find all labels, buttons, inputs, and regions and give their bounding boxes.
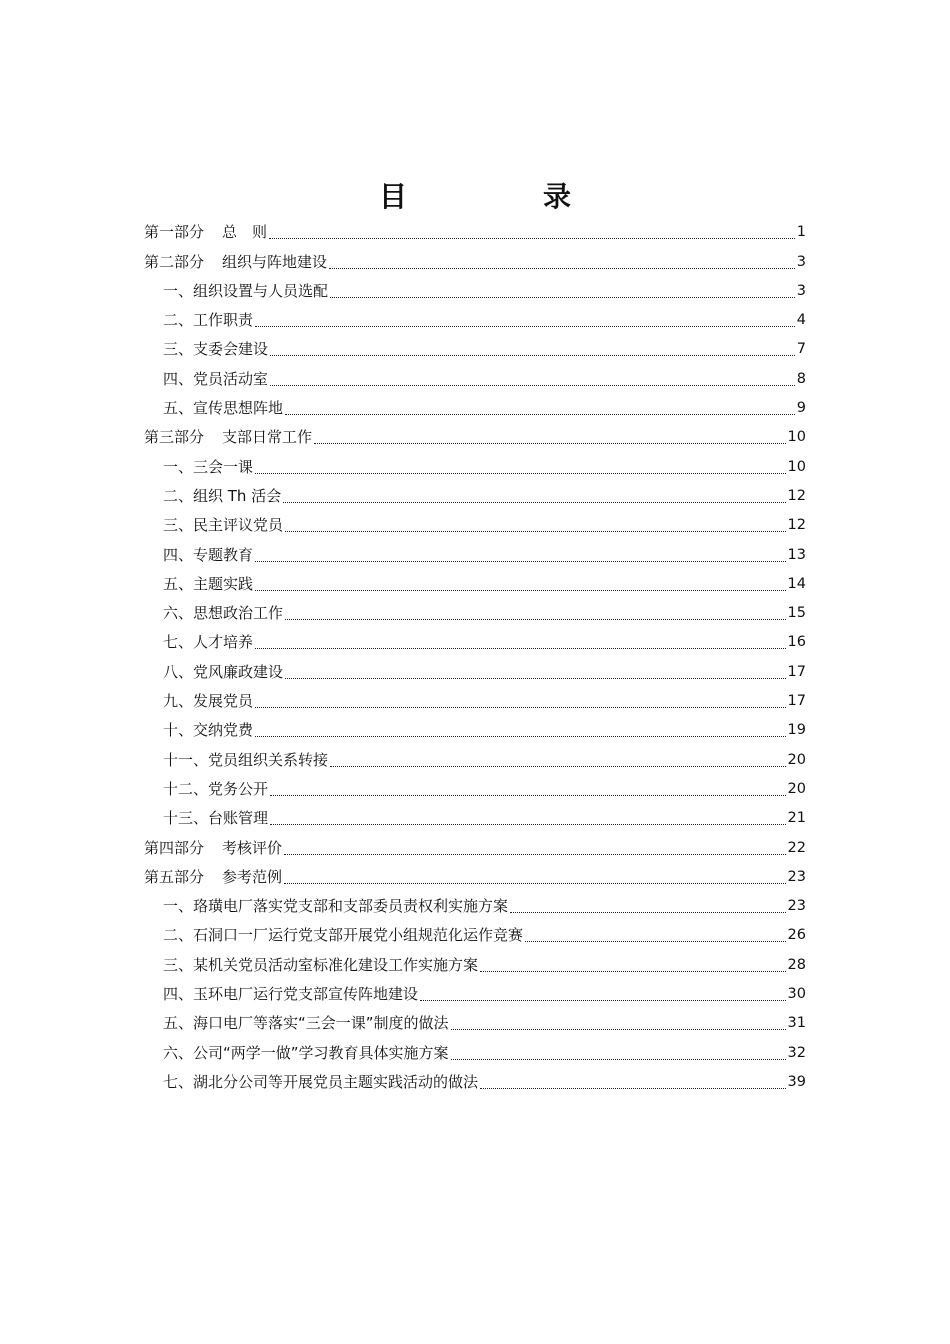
entry-page-number: 30 xyxy=(787,986,806,1003)
entry-label xyxy=(163,541,253,570)
entry-label xyxy=(144,863,282,892)
entry-label xyxy=(163,658,283,687)
entry-label xyxy=(163,306,253,335)
entry-page-number: 1 xyxy=(796,224,806,241)
toc-section-entry[interactable] xyxy=(144,950,806,979)
dot-leader xyxy=(285,618,786,620)
entry-page-number: 21 xyxy=(787,810,806,827)
dot-leader xyxy=(314,442,786,444)
entry-label xyxy=(163,1009,449,1038)
entry-title: 组织与阵地建设 xyxy=(222,252,328,271)
entry-label xyxy=(163,394,283,423)
entry-label xyxy=(144,423,312,452)
entry-page-number: 13 xyxy=(787,546,806,563)
entry-page-number: 3 xyxy=(796,253,806,270)
entry-label xyxy=(163,951,478,980)
entry-title: 二、石洞口一厂运行党支部开展党小组规范化运作竞赛 xyxy=(163,926,524,945)
dot-leader xyxy=(255,472,786,474)
entry-title: 一、三会一课 xyxy=(163,457,254,476)
dot-leader xyxy=(270,384,795,386)
entry-label xyxy=(163,1039,449,1068)
toc-section-entry[interactable] xyxy=(144,745,806,774)
toc-part-entry[interactable] xyxy=(144,247,806,276)
toc-section-entry[interactable] xyxy=(144,657,806,686)
dot-leader xyxy=(451,1028,786,1030)
entry-part-number: 第五部分 xyxy=(144,867,205,886)
entry-title: 二、组织 Th 活会 xyxy=(163,486,282,505)
entry-title: 四、党员活动室 xyxy=(163,369,269,388)
entry-label xyxy=(163,453,253,482)
entry-page-number: 9 xyxy=(796,400,806,417)
toc-title: 目 录 xyxy=(378,179,625,213)
entry-title: 十、交纳党费 xyxy=(163,721,254,740)
toc-part-entry[interactable] xyxy=(144,218,806,247)
entry-page-number: 23 xyxy=(787,868,806,885)
entry-label xyxy=(163,365,268,394)
entry-title: 九、发展党员 xyxy=(163,692,254,711)
entry-title: 五、宣传思想阵地 xyxy=(163,399,284,418)
toc-part-entry[interactable] xyxy=(144,423,806,452)
entry-page-number: 12 xyxy=(787,517,806,534)
entry-title: 四、玉环电厂运行党支部宣传阵地建设 xyxy=(163,985,419,1004)
entry-label xyxy=(163,570,253,599)
toc-section-entry[interactable] xyxy=(144,599,806,628)
entry-label xyxy=(163,775,268,804)
entry-part-number: 第三部分 xyxy=(144,428,205,447)
entry-title: 支部日常工作 xyxy=(222,428,313,447)
entry-title: 七、湖北分公司等开展党员主题实践活动的做法 xyxy=(163,1072,479,1091)
table-of-contents xyxy=(144,218,806,1097)
toc-section-entry[interactable] xyxy=(144,892,806,921)
toc-section-entry[interactable] xyxy=(144,980,806,1009)
dot-leader xyxy=(270,354,795,356)
entry-page-number: 8 xyxy=(796,370,806,387)
dot-leader xyxy=(285,413,795,415)
entry-title: 七、人才培养 xyxy=(163,633,254,652)
dot-leader xyxy=(480,1087,786,1089)
toc-part-entry[interactable] xyxy=(144,833,806,862)
entry-page-number: 10 xyxy=(787,429,806,446)
entry-title: 一、组织设置与人员选配 xyxy=(163,281,329,300)
dot-leader xyxy=(480,970,786,972)
entry-page-number: 32 xyxy=(787,1044,806,1061)
toc-section-entry[interactable] xyxy=(144,511,806,540)
entry-label xyxy=(163,980,418,1009)
entry-page-number: 10 xyxy=(787,458,806,475)
toc-section-entry[interactable] xyxy=(144,716,806,745)
toc-section-entry[interactable] xyxy=(144,364,806,393)
dot-leader xyxy=(510,911,786,913)
toc-section-entry[interactable] xyxy=(144,1068,806,1097)
dot-leader xyxy=(270,794,786,796)
dot-leader xyxy=(284,853,786,855)
entry-page-number: 17 xyxy=(787,693,806,710)
toc-section-entry[interactable] xyxy=(144,921,806,950)
entry-title: 十一、党员组织关系转接 xyxy=(163,750,329,769)
entry-label xyxy=(163,335,268,364)
toc-section-entry[interactable] xyxy=(144,628,806,657)
dot-leader xyxy=(525,940,786,942)
toc-section-entry[interactable] xyxy=(144,335,806,364)
entry-title: 十三、台账管理 xyxy=(163,809,269,828)
toc-section-entry[interactable] xyxy=(144,277,806,306)
entry-label xyxy=(163,716,253,745)
dot-leader xyxy=(329,267,795,269)
toc-section-entry[interactable] xyxy=(144,804,806,833)
entry-title: 二、工作职责 xyxy=(163,311,254,330)
entry-title: 三、支委会建设 xyxy=(163,340,269,359)
entry-label xyxy=(144,248,327,277)
entry-page-number: 26 xyxy=(787,927,806,944)
toc-section-entry[interactable] xyxy=(144,394,806,423)
entry-title: 考核评价 xyxy=(222,838,283,857)
entry-page-number: 31 xyxy=(787,1015,806,1032)
toc-part-entry[interactable] xyxy=(144,863,806,892)
entry-page-number: 14 xyxy=(787,575,806,592)
entry-label xyxy=(163,921,523,950)
dot-leader xyxy=(255,706,786,708)
dot-leader xyxy=(255,647,786,649)
toc-section-entry[interactable] xyxy=(144,1009,806,1038)
entry-title: 五、主题实践 xyxy=(163,574,254,593)
entry-title: 三、民主评议党员 xyxy=(163,516,284,535)
entry-page-number: 28 xyxy=(787,956,806,973)
entry-label xyxy=(163,746,328,775)
entry-title: 四、专题教育 xyxy=(163,545,254,564)
entry-title: 八、党风廉政建设 xyxy=(163,662,284,681)
toc-section-entry[interactable] xyxy=(144,1038,806,1067)
entry-part-number: 第二部分 xyxy=(144,252,205,271)
entry-title: 五、海口电厂等落实“三会一课”制度的做法 xyxy=(163,1014,449,1033)
entry-page-number: 22 xyxy=(787,839,806,856)
entry-label xyxy=(144,834,282,863)
dot-leader xyxy=(255,589,786,591)
entry-page-number: 17 xyxy=(787,663,806,680)
toc-section-entry[interactable] xyxy=(144,775,806,804)
entry-label xyxy=(163,892,508,921)
entry-label xyxy=(144,218,267,247)
dot-leader xyxy=(284,882,786,884)
entry-label xyxy=(163,599,283,628)
toc-section-entry[interactable] xyxy=(144,540,806,569)
dot-leader xyxy=(270,823,786,825)
entry-part-number: 第一部分 xyxy=(144,223,205,242)
entry-label xyxy=(163,687,253,716)
entry-title: 十二、党务公开 xyxy=(163,779,269,798)
entry-page-number: 7 xyxy=(796,341,806,358)
dot-leader xyxy=(330,296,795,298)
entry-label xyxy=(163,628,253,657)
toc-section-entry[interactable] xyxy=(144,570,806,599)
entry-page-number: 19 xyxy=(787,722,806,739)
entry-page-number: 16 xyxy=(787,634,806,651)
entry-title: 总 则 xyxy=(222,223,268,242)
entry-page-number: 20 xyxy=(787,780,806,797)
toc-section-entry[interactable] xyxy=(144,306,806,335)
dot-leader xyxy=(269,237,795,239)
dot-leader xyxy=(285,677,786,679)
dot-leader xyxy=(285,530,786,532)
dot-leader xyxy=(283,501,785,503)
entry-page-number: 20 xyxy=(787,751,806,768)
entry-label xyxy=(163,804,268,833)
dot-leader xyxy=(330,765,786,767)
entry-title: 一、珞璜电厂落实党支部和支部委员责权利实施方案 xyxy=(163,897,509,916)
dot-leader xyxy=(451,1058,786,1060)
toc-section-entry[interactable] xyxy=(144,452,806,481)
entry-label xyxy=(163,482,281,511)
entry-title: 参考范例 xyxy=(222,867,283,886)
entry-part-number: 第四部分 xyxy=(144,838,205,857)
entry-title: 六、思想政治工作 xyxy=(163,604,284,623)
toc-section-entry[interactable] xyxy=(144,482,806,511)
entry-page-number: 39 xyxy=(787,1073,806,1090)
entry-title: 六、公司“两学一做”学习教育具体实施方案 xyxy=(163,1043,449,1062)
dot-leader xyxy=(420,999,786,1001)
entry-page-number: 4 xyxy=(796,312,806,329)
entry-page-number: 15 xyxy=(787,605,806,622)
entry-page-number: 12 xyxy=(787,487,806,504)
entry-label xyxy=(163,1068,478,1097)
dot-leader xyxy=(255,325,795,327)
entry-title: 三、某机关党员活动室标准化建设工作实施方案 xyxy=(163,955,479,974)
toc-section-entry[interactable] xyxy=(144,687,806,716)
dot-leader xyxy=(255,735,786,737)
entry-label xyxy=(163,277,328,306)
dot-leader xyxy=(255,560,786,562)
entry-page-number: 3 xyxy=(796,282,806,299)
entry-label xyxy=(163,511,283,540)
entry-page-number: 23 xyxy=(787,898,806,915)
